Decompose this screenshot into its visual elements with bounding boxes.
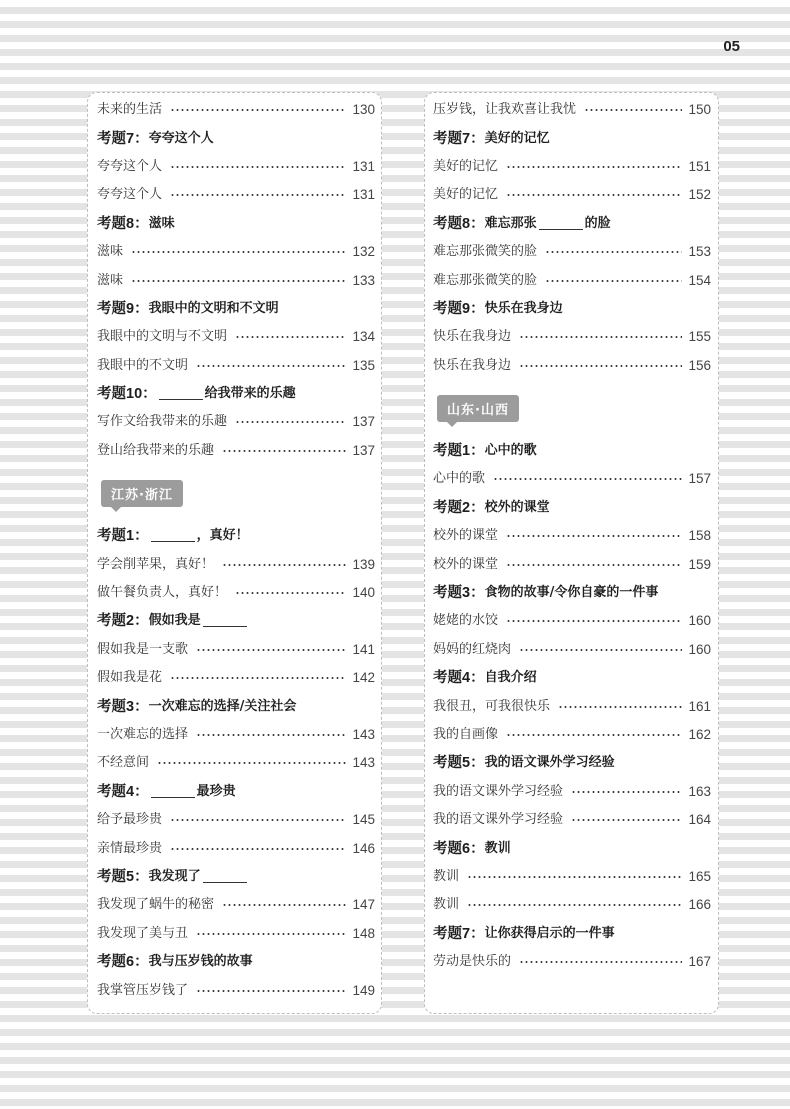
topic-number: 考题2： bbox=[97, 613, 149, 630]
topic-title: 一次难忘的选择/关注社会 bbox=[148, 698, 297, 714]
region-tag: 江苏·浙江 bbox=[101, 480, 183, 507]
page-number: 158 bbox=[688, 528, 711, 544]
dot-leader bbox=[506, 620, 682, 622]
page-number: 167 bbox=[688, 954, 711, 970]
toc-entry[interactable] bbox=[97, 834, 375, 862]
dot-leader bbox=[170, 819, 346, 821]
topic-title: 让你获得启示的一件事 bbox=[484, 925, 615, 941]
entry-title: 滋味 bbox=[97, 244, 124, 260]
dot-leader bbox=[545, 280, 682, 282]
topic-title: 美好的记忆 bbox=[484, 130, 550, 146]
entry-title: 妈妈的红烧肉 bbox=[433, 641, 512, 657]
topic-heading[interactable] bbox=[433, 124, 711, 152]
page-number: 135 bbox=[352, 357, 375, 373]
entry-title: 夸夸这个人 bbox=[97, 158, 163, 174]
fill-in-blank bbox=[159, 388, 203, 400]
page-number: 143 bbox=[352, 755, 375, 771]
page-number: 160 bbox=[688, 641, 711, 657]
toc-entry[interactable] bbox=[433, 891, 711, 919]
toc-entry[interactable] bbox=[433, 352, 711, 380]
dot-leader bbox=[222, 904, 346, 906]
dot-leader bbox=[519, 365, 682, 367]
entry-title: 快乐在我身边 bbox=[433, 329, 512, 345]
toc-entry[interactable] bbox=[433, 636, 711, 664]
dot-leader bbox=[519, 961, 682, 963]
topic-title: 我的语文课外学习经验 bbox=[484, 755, 615, 771]
dot-leader bbox=[222, 450, 346, 452]
toc-entry[interactable] bbox=[433, 238, 711, 266]
topic-number: 考题7： bbox=[433, 130, 485, 147]
topic-number: 考题3： bbox=[97, 698, 149, 715]
toc-entry[interactable] bbox=[433, 522, 711, 550]
dot-leader bbox=[235, 592, 346, 594]
toc-entry[interactable] bbox=[433, 778, 711, 806]
page-number: 162 bbox=[688, 727, 711, 742]
entry-title: 美好的记忆 bbox=[433, 187, 499, 203]
topic-heading[interactable] bbox=[97, 295, 375, 323]
toc-entry[interactable] bbox=[97, 550, 375, 578]
topic-heading[interactable] bbox=[97, 863, 375, 891]
left-toc-column bbox=[97, 96, 375, 1005]
topic-title-after: ，真好！ bbox=[196, 528, 249, 544]
page-number: 146 bbox=[352, 840, 375, 856]
page-number: 137 bbox=[352, 414, 375, 430]
dot-leader bbox=[157, 762, 346, 764]
toc-entry[interactable] bbox=[97, 266, 375, 294]
toc-entry[interactable] bbox=[97, 636, 375, 664]
page-number: 154 bbox=[688, 272, 711, 288]
entry-title: 我发现了美与丑 bbox=[97, 925, 189, 941]
page-number: 142 bbox=[352, 670, 375, 686]
entry-title: 快乐在我身边 bbox=[433, 357, 512, 373]
entry-title: 假如我是花 bbox=[97, 670, 163, 686]
dot-leader bbox=[170, 194, 346, 196]
page-number: 149 bbox=[352, 982, 375, 998]
dot-leader bbox=[584, 109, 682, 111]
fill-in-blank bbox=[203, 615, 247, 627]
page-number: 05 bbox=[723, 38, 740, 55]
topic-heading[interactable] bbox=[97, 522, 375, 550]
page-number: 131 bbox=[352, 187, 375, 203]
fill-in-blank bbox=[151, 530, 195, 542]
topic-number: 考题10： bbox=[97, 386, 157, 403]
dot-leader bbox=[235, 421, 346, 423]
topic-number: 考题5： bbox=[97, 868, 149, 885]
dot-leader bbox=[545, 251, 682, 253]
page-number: 150 bbox=[688, 102, 711, 118]
topic-number: 考题1： bbox=[433, 443, 485, 460]
page-number: 130 bbox=[352, 102, 375, 118]
entry-title: 难忘那张微笑的脸 bbox=[433, 272, 538, 288]
toc-entry[interactable] bbox=[97, 238, 375, 266]
entry-title: 校外的课堂 bbox=[433, 528, 499, 544]
dot-leader bbox=[196, 990, 346, 992]
toc-entry[interactable] bbox=[433, 806, 711, 834]
topic-title-after: 最珍贵 bbox=[196, 783, 236, 799]
toc-entry[interactable] bbox=[97, 437, 375, 465]
toc-entry[interactable] bbox=[433, 863, 711, 891]
page-number: 133 bbox=[352, 272, 375, 288]
toc-entry[interactable] bbox=[97, 352, 375, 380]
topic-number: 考题7： bbox=[433, 925, 485, 942]
page-number: 160 bbox=[688, 613, 711, 629]
entry-title: 心中的歌 bbox=[433, 471, 486, 487]
dot-leader bbox=[170, 848, 346, 850]
toc-entry[interactable] bbox=[433, 692, 711, 720]
topic-heading[interactable] bbox=[433, 834, 711, 862]
toc-entry[interactable] bbox=[97, 976, 375, 1004]
fill-in-blank bbox=[151, 786, 195, 798]
dot-leader bbox=[519, 336, 682, 338]
dot-leader bbox=[222, 564, 346, 566]
topic-heading[interactable] bbox=[97, 380, 375, 408]
page-number: 152 bbox=[688, 187, 711, 203]
dot-leader bbox=[558, 706, 682, 708]
topic-heading[interactable] bbox=[97, 210, 375, 238]
page-number: 134 bbox=[352, 329, 375, 345]
topic-heading[interactable] bbox=[433, 210, 711, 238]
topic-heading[interactable] bbox=[97, 778, 375, 806]
topic-number: 考题2： bbox=[433, 499, 485, 516]
topic-title: 心中的歌 bbox=[484, 443, 537, 459]
page-number: 141 bbox=[352, 641, 375, 657]
toc-entry[interactable] bbox=[433, 266, 711, 294]
topic-number: 考题9： bbox=[97, 300, 149, 317]
page-number: 145 bbox=[352, 812, 375, 828]
entry-title: 美好的记忆 bbox=[433, 158, 499, 174]
entry-title: 压岁钱，让我欢喜让我忧 bbox=[433, 102, 577, 118]
entry-title: 校外的课堂 bbox=[433, 556, 499, 572]
entry-title: 我很丑，可我很快乐 bbox=[433, 698, 551, 714]
dot-leader bbox=[506, 535, 682, 537]
toc-entry[interactable] bbox=[97, 579, 375, 607]
entry-title: 学会削苹果，真好！ bbox=[97, 556, 215, 572]
dot-leader bbox=[170, 166, 346, 168]
page-number: 155 bbox=[688, 329, 711, 345]
entry-title: 我的自画像 bbox=[433, 727, 499, 742]
topic-heading[interactable] bbox=[97, 692, 375, 720]
entry-title: 给予最珍贵 bbox=[97, 812, 163, 828]
page-number: 148 bbox=[352, 925, 375, 941]
toc-entry[interactable] bbox=[97, 664, 375, 692]
entry-title: 姥姥的水饺 bbox=[433, 613, 499, 629]
entry-title: 一次难忘的选择 bbox=[97, 727, 189, 742]
topic-title: 教训 bbox=[484, 840, 511, 856]
page-number: 147 bbox=[352, 897, 375, 913]
dot-leader bbox=[131, 251, 346, 253]
dot-leader bbox=[506, 194, 682, 196]
dot-leader bbox=[467, 904, 682, 906]
page-number: 137 bbox=[352, 442, 375, 458]
dot-leader bbox=[506, 166, 682, 168]
topic-number: 考题4： bbox=[97, 783, 149, 800]
topic-heading[interactable] bbox=[97, 948, 375, 976]
entry-title: 未来的生活 bbox=[97, 102, 163, 118]
toc-entry[interactable] bbox=[433, 721, 711, 749]
topic-title: 我眼中的文明和不文明 bbox=[148, 300, 279, 316]
page-number: 151 bbox=[688, 158, 711, 174]
toc-entry[interactable] bbox=[433, 323, 711, 351]
topic-title: 滋味 bbox=[148, 215, 175, 231]
entry-title: 教训 bbox=[433, 897, 460, 913]
toc-entry[interactable] bbox=[433, 153, 711, 181]
topic-heading[interactable] bbox=[433, 920, 711, 948]
region-section bbox=[97, 465, 375, 522]
entry-title: 亲情最珍贵 bbox=[97, 840, 163, 856]
entry-title: 不经意间 bbox=[97, 755, 150, 771]
topic-number: 考题6： bbox=[433, 840, 485, 857]
toc-entry[interactable] bbox=[433, 948, 711, 976]
entry-title: 登山给我带来的乐趣 bbox=[97, 442, 215, 458]
fill-in-blank bbox=[539, 218, 583, 230]
page-number: 143 bbox=[352, 727, 375, 742]
topic-heading[interactable] bbox=[433, 494, 711, 522]
dot-leader bbox=[467, 876, 682, 878]
page-number: 161 bbox=[688, 698, 711, 714]
page-number: 132 bbox=[352, 244, 375, 260]
topic-title-after: 给我带来的乐趣 bbox=[204, 386, 296, 402]
page-number: 157 bbox=[688, 471, 711, 487]
topic-heading[interactable] bbox=[433, 664, 711, 692]
region-section bbox=[433, 380, 711, 437]
entry-title: 我掌管压岁钱了 bbox=[97, 982, 189, 998]
topic-heading[interactable] bbox=[97, 607, 375, 635]
entry-title: 我的语文课外学习经验 bbox=[433, 812, 564, 828]
topic-title: 夸夸这个人 bbox=[148, 130, 214, 146]
entry-title: 我眼中的文明与不文明 bbox=[97, 329, 228, 345]
fill-in-blank bbox=[203, 871, 247, 883]
topic-title: 自我介绍 bbox=[484, 670, 537, 686]
topic-number: 考题7： bbox=[97, 130, 149, 147]
topic-heading[interactable] bbox=[433, 437, 711, 465]
topic-number: 考题8： bbox=[97, 215, 149, 232]
topic-title-before: 假如我是 bbox=[148, 613, 201, 629]
entry-title: 做午餐负责人，真好！ bbox=[97, 585, 228, 601]
topic-number: 考题3： bbox=[433, 585, 485, 602]
topic-title-before: 难忘那张 bbox=[484, 215, 537, 231]
entry-title: 劳动是快乐的 bbox=[433, 954, 512, 970]
topic-heading[interactable] bbox=[433, 579, 711, 607]
dot-leader bbox=[170, 109, 346, 111]
topic-number: 考题4： bbox=[433, 670, 485, 687]
topic-heading[interactable] bbox=[433, 749, 711, 777]
entry-title: 我眼中的不文明 bbox=[97, 357, 189, 373]
dot-leader bbox=[196, 365, 346, 367]
entry-title: 难忘那张微笑的脸 bbox=[433, 244, 538, 260]
topic-title: 我与压岁钱的故事 bbox=[148, 954, 253, 970]
page-number: 164 bbox=[688, 812, 711, 828]
entry-title: 写作文给我带来的乐趣 bbox=[97, 414, 228, 430]
dot-leader bbox=[170, 677, 346, 679]
toc-entry[interactable] bbox=[97, 96, 375, 124]
toc-entry[interactable] bbox=[97, 806, 375, 834]
toc-entry[interactable] bbox=[97, 181, 375, 209]
dot-leader bbox=[506, 734, 682, 736]
toc-entry[interactable] bbox=[433, 607, 711, 635]
toc-entry[interactable] bbox=[97, 749, 375, 777]
toc-entry[interactable] bbox=[97, 891, 375, 919]
region-tag: 山东·山西 bbox=[437, 395, 519, 422]
topic-number: 考题1： bbox=[97, 528, 149, 545]
page-number: 153 bbox=[688, 244, 711, 260]
toc-entry[interactable] bbox=[433, 96, 711, 124]
topic-number: 考题8： bbox=[433, 215, 485, 232]
topic-title-before: 我发现了 bbox=[148, 868, 201, 884]
page-number: 140 bbox=[352, 585, 375, 601]
toc-entry[interactable] bbox=[97, 153, 375, 181]
page-number: 163 bbox=[688, 783, 711, 799]
entry-title: 夸夸这个人 bbox=[97, 187, 163, 203]
topic-title: 校外的课堂 bbox=[484, 499, 550, 515]
topic-heading[interactable] bbox=[97, 124, 375, 152]
dot-leader bbox=[506, 564, 682, 566]
page-number: 156 bbox=[688, 357, 711, 373]
page-number: 139 bbox=[352, 556, 375, 572]
dot-leader bbox=[493, 478, 682, 480]
topic-title-after: 的脸 bbox=[584, 215, 611, 231]
page-number: 166 bbox=[688, 897, 711, 913]
page-number: 165 bbox=[688, 868, 711, 884]
entry-title: 滋味 bbox=[97, 272, 124, 288]
dot-leader bbox=[131, 280, 346, 282]
toc-entry[interactable] bbox=[433, 465, 711, 493]
right-toc-column bbox=[433, 96, 711, 976]
entry-title: 教训 bbox=[433, 868, 460, 884]
dot-leader bbox=[519, 649, 682, 651]
entry-title: 假如我是一支歌 bbox=[97, 641, 189, 657]
toc-entry[interactable] bbox=[97, 323, 375, 351]
topic-number: 考题6： bbox=[97, 954, 149, 971]
dot-leader bbox=[196, 734, 346, 736]
topic-title: 快乐在我身边 bbox=[484, 300, 563, 316]
dot-leader bbox=[235, 336, 346, 338]
toc-entry[interactable] bbox=[97, 408, 375, 436]
dot-leader bbox=[196, 649, 346, 651]
topic-heading[interactable] bbox=[433, 295, 711, 323]
dot-leader bbox=[196, 933, 346, 935]
toc-entry[interactable] bbox=[433, 550, 711, 578]
topic-number: 考题5： bbox=[433, 755, 485, 772]
entry-title: 我发现了蜗牛的秘密 bbox=[97, 897, 215, 913]
topic-number: 考题9： bbox=[433, 300, 485, 317]
dot-leader bbox=[571, 791, 682, 793]
toc-entry[interactable] bbox=[97, 721, 375, 749]
page-number: 131 bbox=[352, 158, 375, 174]
toc-entry[interactable] bbox=[97, 920, 375, 948]
dot-leader bbox=[571, 819, 682, 821]
topic-title: 食物的故事/令你自豪的一件事 bbox=[484, 585, 659, 601]
page-number: 159 bbox=[688, 556, 711, 572]
toc-entry[interactable] bbox=[433, 181, 711, 209]
entry-title: 我的语文课外学习经验 bbox=[433, 783, 564, 799]
